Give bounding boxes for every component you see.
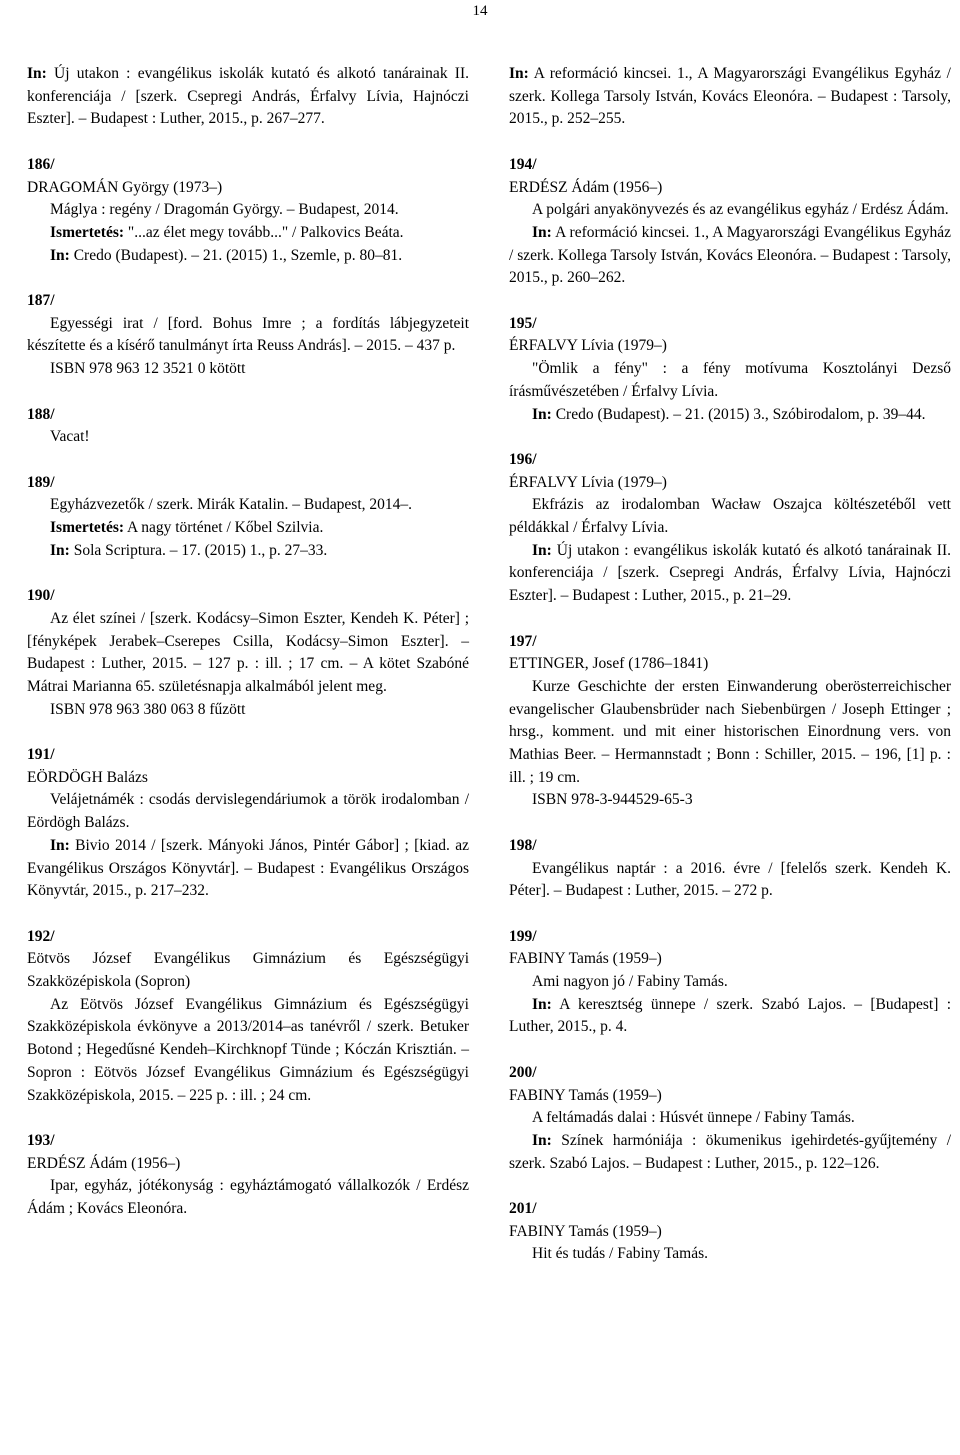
entry-in <box>27 540 469 563</box>
in-label: In: <box>50 541 70 559</box>
in-label: In: <box>532 405 552 423</box>
entry-review <box>27 222 469 245</box>
entry-number: 189/ <box>27 473 55 491</box>
entry-title: Vacat! <box>50 428 90 446</box>
entry-201 <box>509 1198 951 1266</box>
entry-number: 197/ <box>509 632 537 650</box>
in-text: Új utakon : evangélikus iskolák kutató és alkotó tanárainak II. konferenciája / [szerk. Csepregi András, Érfalvy Lívia, Hajnóczi Eszter]. – Budapest : Luther, 2015., p. 21–29. <box>509 541 951 605</box>
in-text: Credo (Budapest). – 21. (2015) 3., Szóbirodalom, p. 39–44. <box>551 405 926 423</box>
entry-title: Az élet színei / [szerk. Kodácsy–Simon Eszter, Kendeh K. Péter] ; [fényképek Jerabek–Cserepes Csilla, Kodácsy–Simon Eszter]. – Budapest : Luther, 2015. – 127 p. : ill. ; 17 cm. – A kötet Szabóné Mátrai Marianna 65. születésnapja alkalmából jelent meg. <box>27 609 469 695</box>
entry-191 <box>27 744 469 903</box>
in-text: A keresztség ünnepe / szerk. Szabó Lajos. – [Budapest] : Luther, 2015., p. 4. <box>509 995 951 1036</box>
entry-number: 191/ <box>27 746 55 763</box>
entry-number: 199/ <box>509 927 537 945</box>
entry-title: A feltámadás dalai : Húsvét ünnepe / Fabiny Tamás. <box>532 1109 855 1127</box>
entry-author: ERDÉSZ Ádám (1956–) <box>509 178 663 196</box>
entry-200 <box>509 1062 951 1176</box>
review-text: "...az élet megy tovább..." / Palkovics Beáta. <box>124 223 404 241</box>
entry-number: 188/ <box>27 405 55 423</box>
entry-number: 201/ <box>509 1200 537 1218</box>
left-column <box>27 63 469 1243</box>
in-label: In: <box>50 836 70 854</box>
entry-author: FABINY Tamás (1959–) <box>509 1086 662 1104</box>
entry-196 <box>509 449 951 608</box>
entry-title: Ami nagyon jó / Fabiny Tamás. <box>532 973 728 991</box>
review-label: Ismertetés: <box>50 519 125 536</box>
entry-title: Evangélikus naptár : a 2016. évre / [felelős szerk. Kendeh K. Péter]. – Budapest : Luther, 2015. – 272 p. <box>509 859 951 900</box>
entry-isbn: ISBN 978 963 12 3521 0 kötött <box>50 360 246 378</box>
entry-190 <box>27 585 469 721</box>
in-label: In: <box>27 65 47 82</box>
entry-title: "Ömlik a fény" : a fény motívuma Kosztolányi Dezső írásművészetében / Érfalvy Lívia. <box>509 360 951 400</box>
entry-author: FABINY Tamás (1959–) <box>509 950 662 968</box>
review-text: A nagy történet / Kőbel Szilvia. <box>124 519 324 536</box>
entry-198 <box>509 835 951 903</box>
entry-number: 198/ <box>509 836 537 854</box>
entry-197 <box>509 631 951 813</box>
entry-isbn: ISBN 978-3-944529-65-3 <box>532 791 693 809</box>
entry-author: ÉRFALVY Lívia (1979–) <box>509 337 667 355</box>
entry-author: Eötvös József Evangélikus Gimnázium és Egészségügyi Szakközépiskola (Sopron) <box>27 950 469 991</box>
entry-continuation <box>509 63 951 131</box>
entry-author: ÉRFALVY Lívia (1979–) <box>509 473 667 491</box>
entry-author: FABINY Tamás (1959–) <box>509 1222 662 1240</box>
in-label: In: <box>532 995 552 1013</box>
entry-author: EÖRDÖGH Balázs <box>27 768 148 786</box>
entry-title: Velájetnámék : csodás dervislegendáriumok a török irodalomban / Eördögh Balázs. <box>27 791 469 832</box>
entry-in <box>509 222 951 290</box>
entry-title: Ipar, egyház, jótékonyság : egyháztámogató vállalkozók / Erdész Ádám ; Kovács Eleonóra. <box>27 1177 469 1218</box>
entry-continuation <box>27 63 469 131</box>
in-label: In: <box>50 246 70 264</box>
entry-number: 190/ <box>27 587 55 605</box>
in-text: A reformáció kincsei. 1., A Magyarországi Evangélikus Egyház / szerk. Kollega Tarsoly István, Kovács Eleonóra. – Budapest : Tarsoly, 2015., p. 260–262. <box>509 223 951 287</box>
entry-188 <box>27 404 469 449</box>
entry-193 <box>27 1130 469 1221</box>
entry-number: 200/ <box>509 1063 537 1081</box>
in-label: In: <box>532 541 552 559</box>
entry-number: 187/ <box>27 292 55 309</box>
in-text: Színek harmóniája : ökumenikus igehirdetés-gyűjtemény / szerk. Szabó Lajos. – Budapest : Luther, 2015., p. 122–126. <box>509 1131 951 1172</box>
entry-number: 196/ <box>509 450 537 468</box>
page-number: 14 <box>472 3 488 19</box>
entry-number: 193/ <box>27 1131 55 1149</box>
entry-title: A polgári anyakönyvezés és az evangélikus egyház / Erdész Ádám. <box>532 201 949 219</box>
entry-isbn: ISBN 978 963 380 063 8 fűzött <box>50 700 246 718</box>
entry-number: 195/ <box>509 314 537 332</box>
in-label: In: <box>532 223 552 241</box>
entry-title: Az Eötvös József Evangélikus Gimnázium és Egészségügyi Szakközépiskola évkönyve a 2013/2014–as tanévről / szerk. Betuker Botond ; Hegedűsné Kendeh–Kirchknopf Tünde ; Kóczán Krisztián. – Sopron : Eötvös József Evangélikus Gimnázium és Egészségügyi Szakközépiskola, 2015. – 225 p. : ill. ; 24 cm. <box>27 995 469 1104</box>
entry-in <box>509 1130 951 1175</box>
in-text: Sola Scriptura. – 17. (2015) 1., p. 27–33. <box>69 541 328 559</box>
entry-number: 186/ <box>27 155 55 173</box>
entry-in <box>27 245 469 268</box>
entry-186 <box>27 154 469 268</box>
entry-number: 192/ <box>27 927 55 945</box>
in-text: A reformáció kincsei. 1., A Magyarországi Evangélikus Egyház / szerk. Kollega Tarsoly István, Kovács Eleonóra. – Budapest : Tarsoly, 2015., p. 252–255. <box>509 65 951 128</box>
entry-187 <box>27 290 469 381</box>
right-column <box>509 63 951 1289</box>
entry-192 <box>27 926 469 1108</box>
entry-in <box>509 540 951 608</box>
entry-195 <box>509 313 951 427</box>
in-label: In: <box>532 1131 552 1149</box>
entry-title: Ekfrázis az irodalomban Wacław Oszajca költészetéből vett példákkal / Érfalvy Lívia. <box>509 496 951 537</box>
entry-title: Egyházvezetők / szerk. Mirák Katalin. – Budapest, 2014–. <box>50 496 412 514</box>
review-label: Ismertetés: <box>50 223 125 241</box>
entry-title: Kurze Geschichte der ersten Einwanderung oberösterreichischer evangelischer Glaubensbrüder nach Siebenbürgen / Joseph Ettinger ; hrsg., komment. und mit einer historischen Einordnung vers. von Mathias Beer. – Hermannstadt ; Bonn : Schiller, 2015. – 196, [1] p. : ill. ; 19 cm. <box>509 677 951 786</box>
in-text: Credo (Budapest). – 21. (2015) 1., Szemle, p. 80–81. <box>69 246 403 264</box>
in-text: Új utakon : evangélikus iskolák kutató és alkotó tanárainak II. konferenciája / [szerk. Csepregi András, Érfalvy Lívia, Hajnóczi Eszter]. – Budapest : Luther, 2015., p. 267–277. <box>27 65 469 128</box>
entry-author: DRAGOMÁN György (1973–) <box>27 178 223 196</box>
in-label: In: <box>509 65 529 82</box>
entry-title: Egyességi irat / [ford. Bohus Imre ; a fordítás lábjegyzeteit készítette és a kísérő tanulmányt írta Reuss András]. – 2015. – 437 p. <box>27 314 469 355</box>
entry-189 <box>27 472 469 563</box>
entry-title: Máglya : regény / Dragomán György. – Budapest, 2014. <box>50 201 399 219</box>
entry-title: Hit és tudás / Fabiny Tamás. <box>532 1245 709 1263</box>
entry-in <box>509 404 951 427</box>
entry-199 <box>509 926 951 1040</box>
in-text: Bivio 2014 / [szerk. Mányoki János, Pintér Gábor] ; [kiad. az Evangélikus Országos Könyvtár]. – Budapest : Evangélikus Országos Könyvtár, 2015., p. 217–232. <box>27 836 469 900</box>
entry-in <box>27 835 469 903</box>
entry-in <box>509 994 951 1039</box>
entry-author: ERDÉSZ Ádám (1956–) <box>27 1154 181 1172</box>
entry-194 <box>509 154 951 290</box>
entry-review <box>27 517 469 540</box>
entry-author: ETTINGER, Josef (1786–1841) <box>509 655 709 673</box>
entry-number: 194/ <box>509 155 537 173</box>
